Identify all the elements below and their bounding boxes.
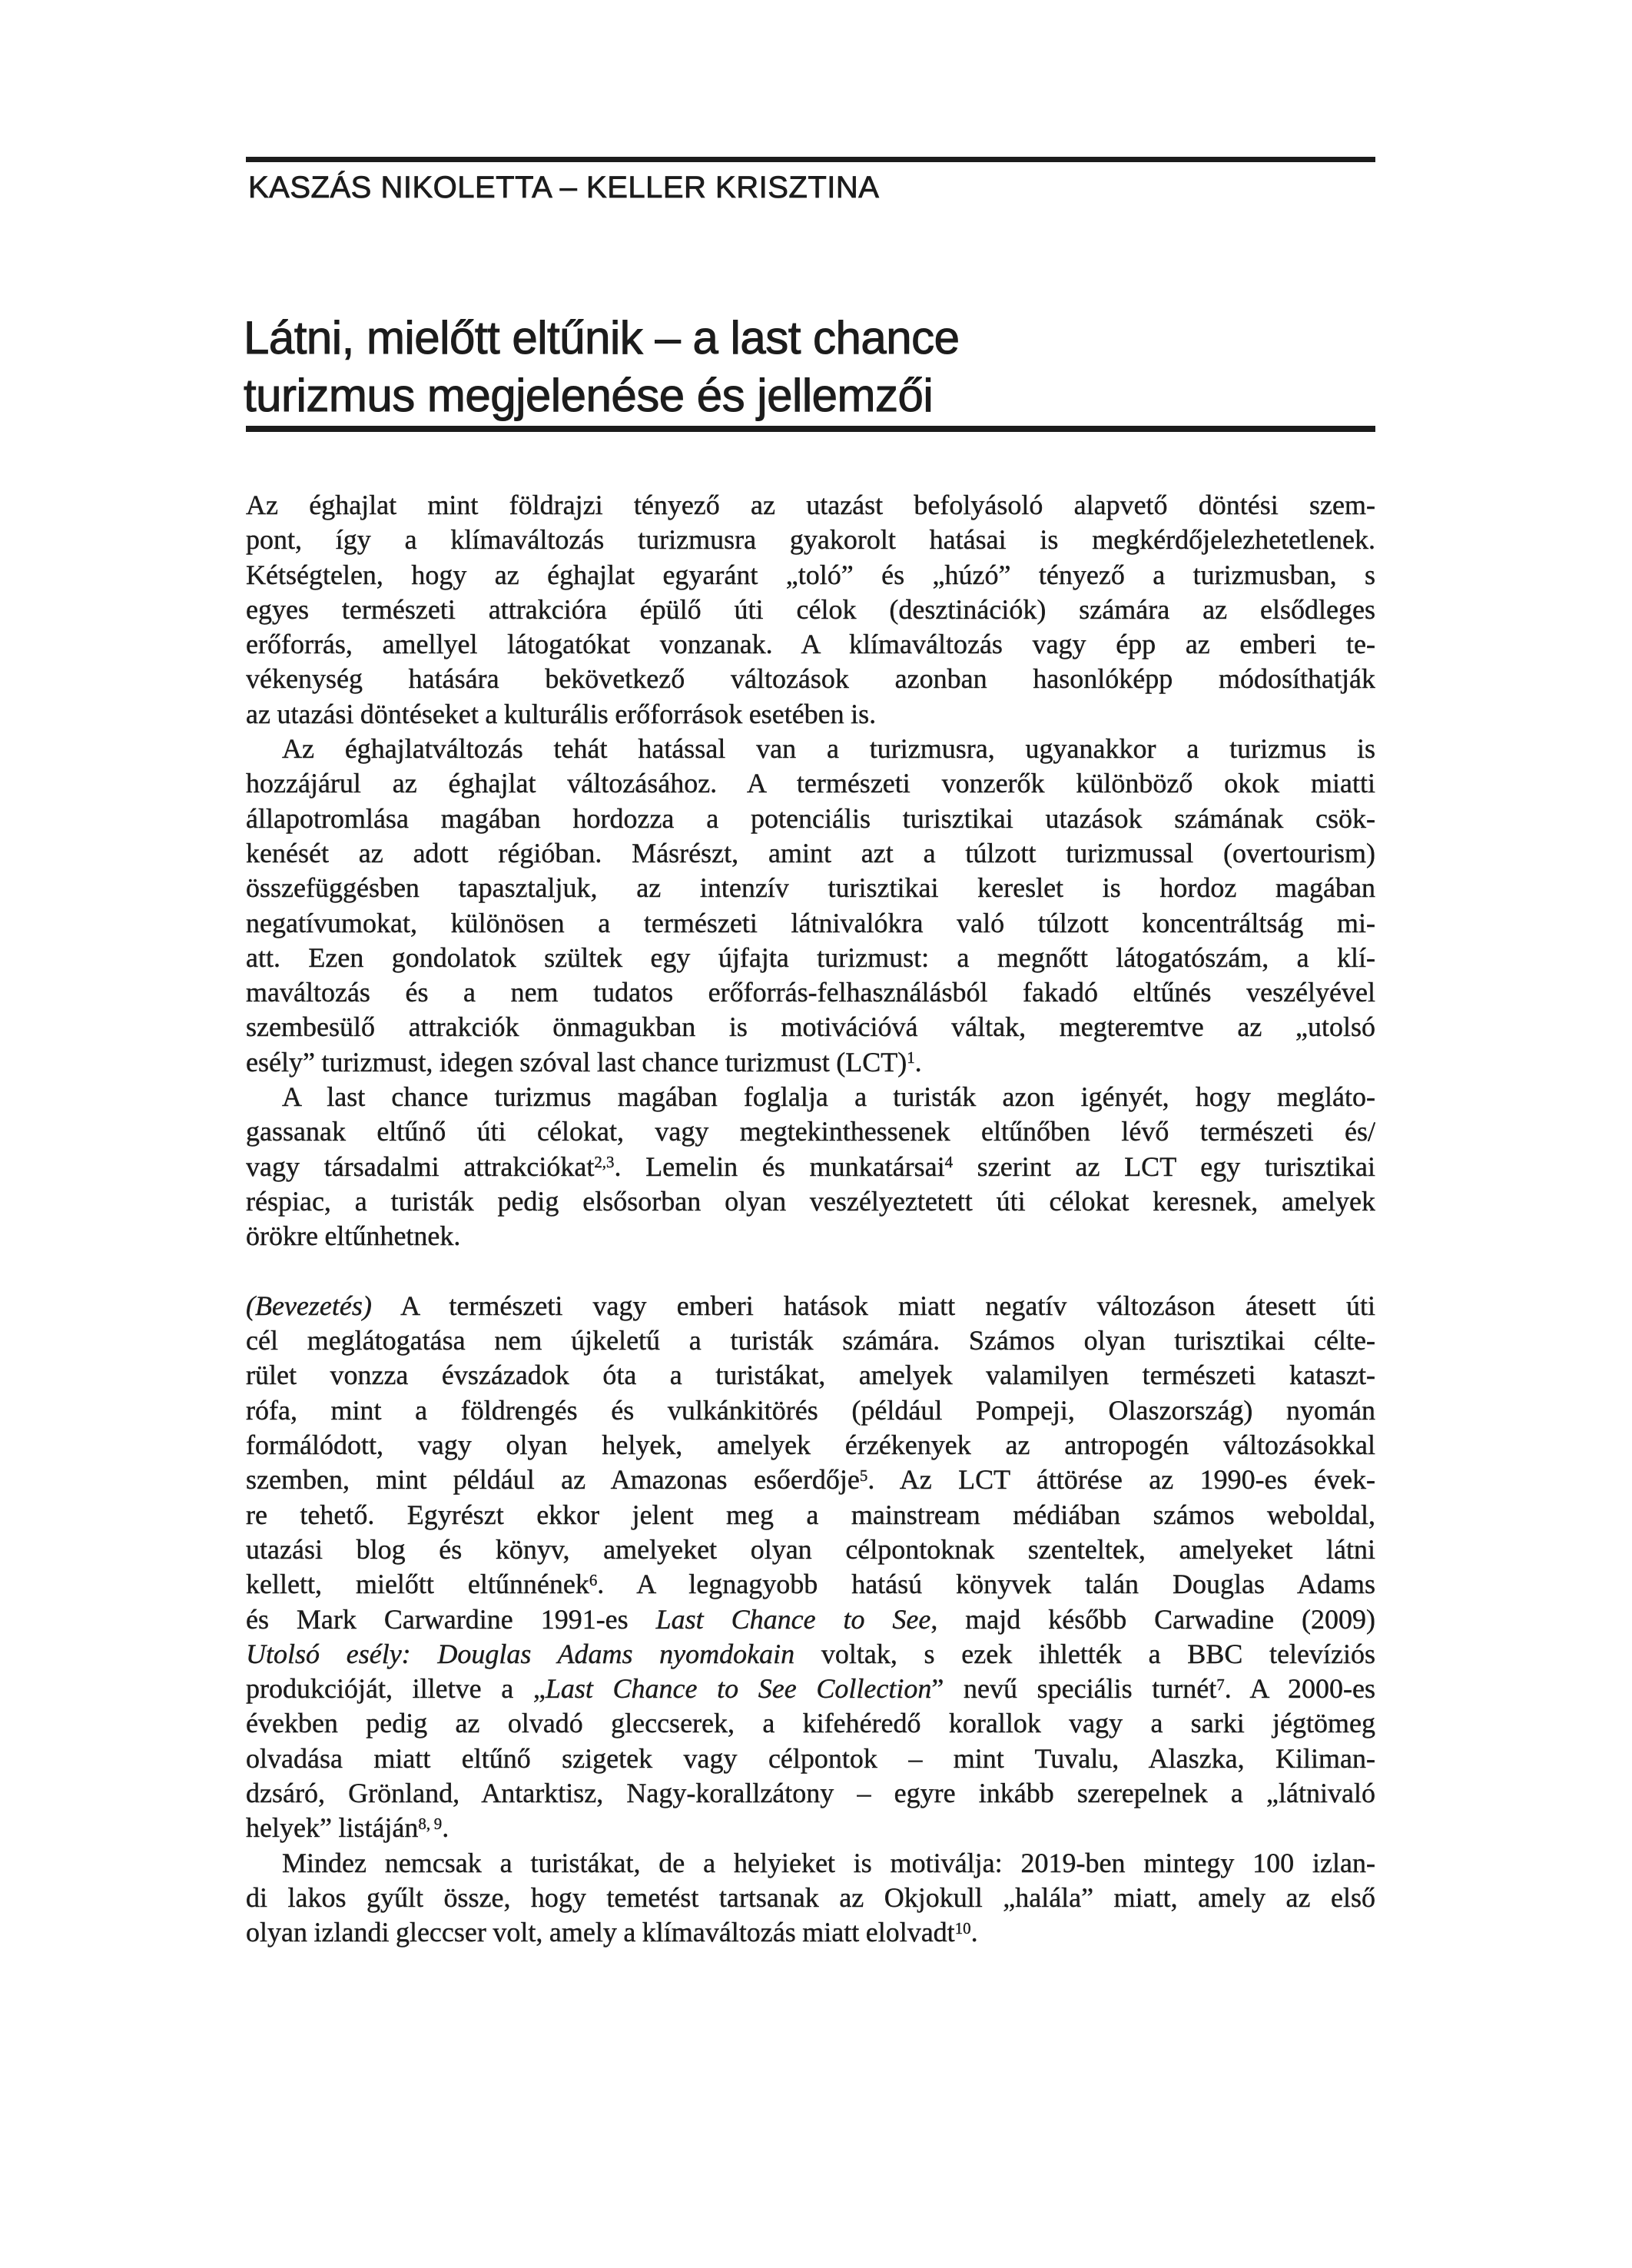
- text-line: az utazási döntéseket a kulturális erőforrások esetében is.: [246, 698, 877, 729]
- text-line: negatívumokat, különösen a természeti látnivalókra való túlzott koncentráltság mi-: [246, 907, 1375, 938]
- text-line: és Mark Carwardine 1991-es Last Chance to See, majd később Carwadine (2009): [246, 1603, 1375, 1635]
- text-line: Mindez nemcsak a turistákat, de a helyieket is motiválja: 2019-ben mintegy 100 izlan-: [282, 1847, 1375, 1878]
- text-line: dzsáró, Grönland, Antarktisz, Nagy-korallzátony – egyre inkább szerepelnek a „látnivaló: [246, 1777, 1375, 1808]
- title-line-2: turizmus megjelenése és jellemzői: [244, 370, 934, 421]
- header-rule: [246, 157, 1375, 162]
- authors-line: KASZÁS NIKOLETTA – KELLER KRISZTINA: [248, 171, 880, 204]
- text-line: utazási blog és könyv, amelyeket olyan célpontoknak szenteltek, amelyeket látni: [246, 1533, 1375, 1565]
- text-line: szemben, mint például az Amazonas esőerdője$^5$. Az LCT áttörése az 1990-es évek-: [246, 1464, 1375, 1496]
- paragraph: [246, 732, 1375, 1080]
- paragraph: [246, 1289, 1375, 1846]
- text-line: olvadása miatt eltűnő szigetek vagy célpontok – mint Tuvalu, Alaszka, Kiliman-: [246, 1742, 1375, 1774]
- text-line: állapotromlása magában hordozza a potenciális turisztikai utazások számának csök-: [246, 802, 1375, 834]
- text-line: Az éghajlatváltozás tehát hatással van a turizmusra, ugyanakkor a turizmus is: [282, 733, 1375, 765]
- text-line: hozzájárul az éghajlat változásához. A természeti vonzerők különböző okok miatti: [246, 768, 1375, 799]
- text-line: gassanak eltűnő úti célokat, vagy megtekinthessenek eltűnőben lévő természeti és/: [246, 1116, 1375, 1147]
- title-line-1: Látni, mielőtt eltűnik – a last chance: [244, 312, 960, 364]
- italic-text: (Bevezetés): [246, 1290, 372, 1321]
- paragraph: [246, 488, 1375, 732]
- body-text: [246, 488, 1375, 1950]
- text-line: egyes természeti attrakcióra épülő úti célok (desztinációk) számára az elsődleges: [246, 593, 1375, 625]
- paragraph: [246, 1080, 1375, 1254]
- italic-text: Last Chance to See Collection: [545, 1673, 932, 1705]
- text-line: kenését az adott régióban. Másrészt, amint azt a túlzott turizmussal (overtourism): [246, 837, 1375, 868]
- text-line: produkcióját, illetve a „Last Chance to See Collection” nevű speciális turnét$^7$. A 2000-es: [246, 1673, 1375, 1705]
- text-line: olyan izlandi gleccser volt, amely a klímaváltozás miatt elolvadt$^{10}$.: [246, 1917, 978, 1948]
- text-line: években pedig az olvadó gleccserek, a kifehéredő korallok vagy a sarki jégtömeg: [246, 1708, 1375, 1739]
- text-line: vagy társadalmi attrakciókat$^{2,3}$. Lemelin és munkatársai$^4$ szerint az LCT egy turisztikai: [246, 1151, 1375, 1182]
- footnote-ref: 8, 9: [418, 1814, 443, 1833]
- text-line: formálódott, vagy olyan helyek, amelyek érzékenyek az antropogén változásokkal: [246, 1430, 1375, 1461]
- text-line: örökre eltűnhetnek.: [246, 1220, 461, 1252]
- footnote-ref: 5: [859, 1466, 868, 1485]
- italic-text: Last Chance to See: [655, 1603, 931, 1635]
- text-line: vékenység hatására bekövetkező változások azonban hasonlóképp módosíthatják: [246, 663, 1375, 695]
- title-rule: [246, 426, 1375, 432]
- text-line: A last chance turizmus magában foglalja a turisták azon igényét, hogy megláto-: [282, 1081, 1375, 1113]
- text-line: Az éghajlat mint földrajzi tényező az utazást befolyásoló alapvető döntési szem-: [246, 490, 1375, 520]
- footnote-ref: 1: [907, 1048, 915, 1068]
- text-line: (Bevezetés) A természeti vagy emberi hatások miatt negatív változáson átesett úti: [246, 1290, 1375, 1321]
- text-line: erőforrás, amellyel látogatókat vonzanak. A klímaváltozás vagy épp az emberi te-: [246, 629, 1375, 660]
- paragraph: [246, 1846, 1375, 1951]
- text-line: rófa, mint a földrengés és vulkánkitörés (például Pompeji, Olaszország) nyomán: [246, 1394, 1375, 1426]
- italic-text: Utolsó esély: Douglas Adams nyomdokain: [246, 1638, 795, 1669]
- text-line: összefüggésben tapasztaljuk, az intenzív turisztikai kereslet is hordoz magában: [246, 872, 1375, 904]
- text-line: pont, így a klímaváltozás turizmusra gyakorolt hatásai is megkérdőjelezhetetlenek.: [246, 524, 1375, 556]
- footnote-ref: 4: [944, 1153, 954, 1172]
- article-title: [244, 309, 1396, 424]
- footnote-ref: 2,3: [594, 1153, 615, 1172]
- text-line: réspiac, a turisták pedig elsősorban olyan veszélyeztetett úti célokat keresnek, amelyek: [246, 1185, 1375, 1217]
- text-line: Kétségtelen, hogy az éghajlat egyaránt „toló” és „húzó” tényező a turizmusban, s: [246, 559, 1375, 590]
- text-line: cél meglátogatása nem újkeletű a turisták számára. Számos olyan turisztikai célte-: [246, 1325, 1375, 1356]
- text-line: szembesülő attrakciók önmagukban is motivációvá váltak, megteremtve az „utolsó: [246, 1011, 1375, 1043]
- text-line: kellett, mielőtt eltűnnének$^6$. A legnagyobb hatású könyvek talán Douglas Adams: [246, 1569, 1375, 1600]
- text-line: Utolsó esély: Douglas Adams nyomdokain voltak, s ezek ihlették a BBC televíziós: [246, 1638, 1375, 1669]
- text-line: rület vonzza évszázadok óta a turistákat, amelyek valamilyen természeti kataszt-: [246, 1360, 1375, 1391]
- text-line: di lakos gyűlt össze, hogy temetést tartsanak az Okjokull „halála” miatt, amely az első: [246, 1881, 1375, 1913]
- footnote-ref: 6: [589, 1570, 598, 1589]
- footnote-ref: 10: [954, 1918, 971, 1938]
- text-line: maváltozás és a nem tudatos erőforrás-felhasználásból fakadó eltűnés veszélyével: [246, 977, 1375, 1008]
- text-line: re tehető. Egyrészt ekkor jelent meg a mainstream médiában számos weboldal,: [246, 1499, 1375, 1530]
- text-line: helyek” listáján$^{8, 9}$.: [246, 1812, 449, 1844]
- text-line: esély” turizmust, idegen szóval last chance turizmust (LCT)$^1$.: [246, 1046, 922, 1078]
- footnote-ref: 7: [1216, 1675, 1225, 1694]
- text-line: att. Ezen gondolatok szültek egy újfajta turizmust: a megnőtt látogatószám, a klí-: [246, 941, 1375, 973]
